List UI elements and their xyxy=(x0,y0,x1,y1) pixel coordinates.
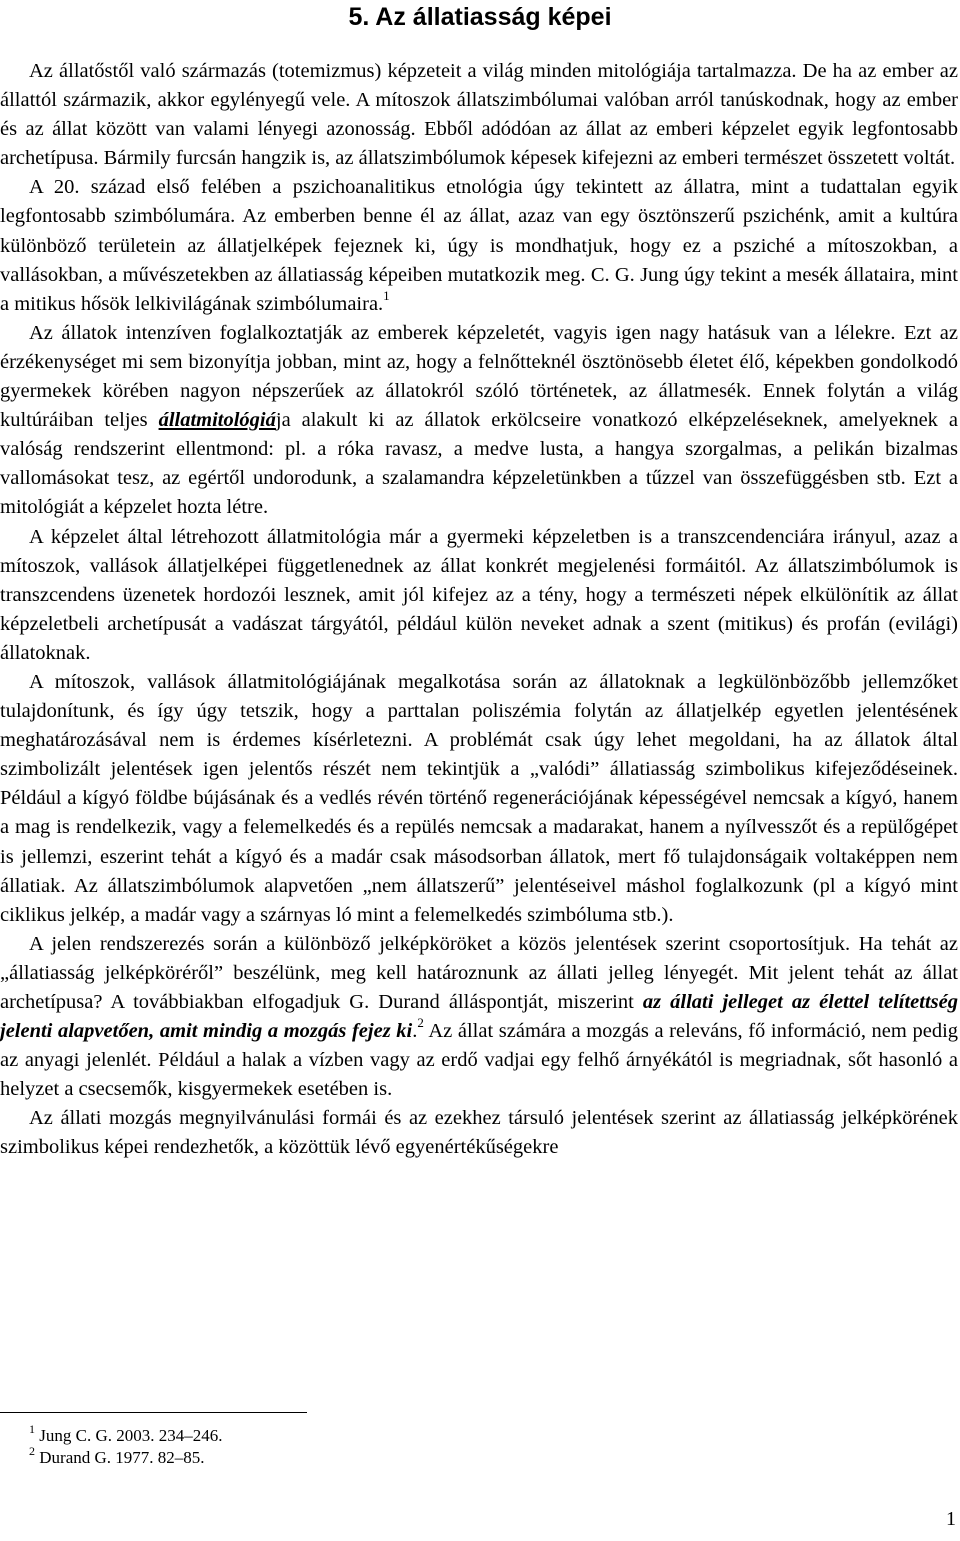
paragraph-6 xyxy=(0,930,958,1105)
term-allatmitologia: állatmitológiá xyxy=(158,409,276,432)
footnote-ref-1[interactable]: 1 xyxy=(383,287,390,303)
paragraph-6-text-b: Az állat számára a mozgás a releváns, fő információ, nem pedig az anyagi jelenlét. Például a halak a vízben vagy az erdő vadjai egy felhő árnyékától is megriadnak, sőt hasonló a helyzet a csecsemők, kisgyermekek esetében is. xyxy=(0,1020,959,1101)
emphasis-quote: az állati jelleget az élettel telítettség jelenti alapvetően, amit mindig a mozgás fejez ki xyxy=(0,991,958,1043)
paragraph-6-period: . xyxy=(412,1020,418,1043)
paragraph-2-text: A 20. század első felében a pszichoanalitikus etnológia úgy tekintett az állatra, mint a tudattalan egyik legfontosabb szimbólumára. Az emberben benne él az állat, azaz van egy ösztönszerű pszichénk, amit a kultúra különböző területein az állatjelképek fejeznek ki, úgy is mondhatjuk, hogy ez a psziché a mítoszokban, a vallásokban, a művészetekben az állatiasság képeiben mutatkozik meg. C. G. Jung úgy tekint a mesék állataira, mint a mitikus hősök lelkivilágának szimbólumaira. xyxy=(0,176,958,315)
footnote-divider xyxy=(0,1412,307,1413)
paragraph-7-text: Az állati mozgás megnyilvánulási formái és az ezekhez társuló jelentések szerint az állatiasság jelképkörének szimbolikus képei rendezhetők, a közöttük lévő egyenértékűségekre xyxy=(0,1107,958,1159)
paragraph-6-text-a: A jelen rendszerezés során a különböző jelképköröket a közös jelentések szerint csoportosítjuk. Ha tehát az „állatiasság jelképköréről” beszélünk, meg kell határoznunk az állati jelleg lényegét. Mit jelent tehát az állat archetípusa? A továbbiakban elfogadjuk G. Durand álláspontját, miszerint xyxy=(0,932,958,1013)
chapter-title: 5. Az állatiasság képei xyxy=(348,3,612,31)
paragraph-3-text-b: ja alakult ki az állatok erkölcseire vonatkozó elképzeléseknek, amelyeknek a valóság rendszerint ellentmond: pl. a róka ravasz, a medve lusta, a hangya szorgalmas, a pelikán bizalmas vallomásokat tesz, az egértől undorodunk, a szalamandra képzeletünkben a tűzzel van összefüggésben stb. Ezt a mitológiát a képzelet hozta létre. xyxy=(0,409,958,519)
footnote-ref-2[interactable]: 2 xyxy=(417,1015,424,1031)
footnote-2 xyxy=(29,1444,222,1469)
paragraph-5 xyxy=(0,668,958,930)
paragraph-7 xyxy=(0,1104,958,1162)
footnote-2-text: Durand G. 1977. 82–85. xyxy=(35,1448,205,1467)
paragraph-2 xyxy=(0,173,958,318)
footnote-1 xyxy=(29,1422,223,1447)
footnote-1-text: Jung C. G. 2003. 234–246. xyxy=(35,1426,223,1445)
paragraph-5-text: A mítoszok, vallások állatmitológiájának megalkotása során az állatoknak a legkülönbözőbb jellemzőket tulajdonítunk, és így úgy tetszik, hogy a parttalan poliszémia folytán az állatjelkép egyetlen jelentésének meghatározásával nem is érdemes kísérletezni. A problémát csak úgy lehet megoldani, ha az állatok által szimbolizált jelentések igen jelentős részét nem tekintjük a „valódi” állatiasság szimbolikus kifejeződéseinek. Például a kígyó földbe bújásának és a vedlés révén történő regenerációjának képességével nemcsak a kígyó, hanem a mag is rendelkezik, vagy a felemelkedés és a repülés nemcsak a madarakat, hanem a nyílvesszőt és a repülőgépet is jellemzi, eszerint tehát a kígyó és a madár csak másodsorban állatok, mert fő tulajdonságaik voltaképpen nem állatiak. Az állatszimbólumok alapvetően „nem állatszerű” jelentéseivel máshol foglalkozunk (pl a kígyó mint ciklikus jelkép, a madár vagy a szárnyas ló mint a felemelkedés szimbóluma stb.). xyxy=(0,670,958,926)
page-number: 1 xyxy=(946,1508,956,1530)
paragraph-3-text-a: Az állatok intenzíven foglalkoztatják az emberek képzeletét, vagyis igen nagy hatásuk van a lélekre. Ezt az érzékenységet mi sem bizonyítja jobban, mint az, hogy a felnőtteknél ösztönösebb életet élő, képekben gondolkodó gyermekek körében nagyon népszerűek az állatokról szóló történetek, az állatmesék. Ennek folytán a világ kultúráiban teljes xyxy=(0,321,958,432)
paragraph-3 xyxy=(0,319,958,523)
paragraph-4 xyxy=(0,523,958,668)
body-text xyxy=(0,57,958,1163)
footnotes xyxy=(29,1422,223,1469)
paragraph-1-text: Az állatőstől való származás (totemizmus) képzeteit a világ minden mitológiája tartalmazza. De ha az ember az állattól származik, akkor egylényegű vele. A mítoszok állatszimbólumai valóban arról tanúskodnak, hogy az ember és az állat között van valami lényegi azonosság. Ebből adódóan az állat az emberi képzelet egyik legfontosabb archetípusa. Bármily furcsán hangzik is, az állatszimbólumok képesek kifejezni az emberi természet összetett voltát. xyxy=(0,60,958,170)
paragraph-4-text: A képzelet által létrehozott állatmitológia már a gyermeki képzeletben is a transzcendenciára irányul, azaz a mítoszok, vallások állatjelképei függetlenednek az állat konkrét megjelenési formáitól. Az állatszimbólumok is transzcendens üzenetek hordozói lesznek, amit jól kifejez az a tény, hogy a természeti népek elkülönítik az állat képzeletbeli archetípusát a vadászat tárgyától, például külön neveket adnak a szent (mitikus) és profán (evilági) állatoknak. xyxy=(0,525,958,664)
footnote-2-number: 2 xyxy=(29,1444,35,1459)
footnote-1-number: 1 xyxy=(29,1422,35,1437)
paragraph-1 xyxy=(0,57,958,173)
